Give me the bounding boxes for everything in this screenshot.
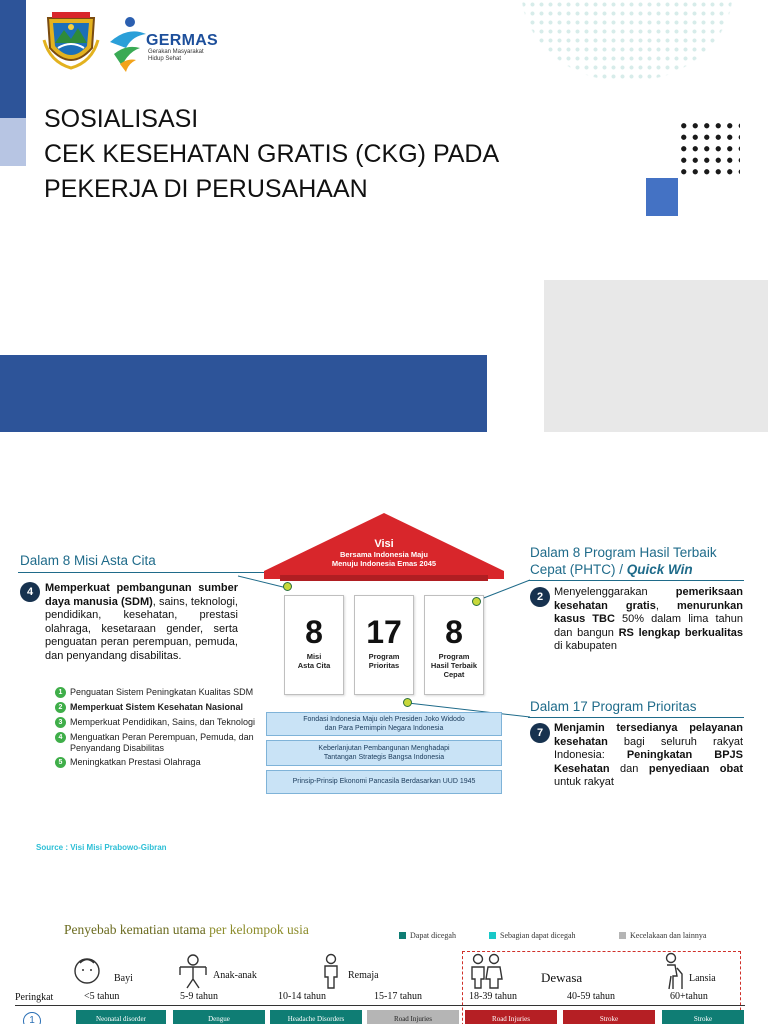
phtc-text: Menyelenggarakan [554,586,676,598]
title-line-1: SOSIALISASI [44,105,199,133]
pillar-misi [284,595,344,695]
sub-item-number: 1 [55,687,66,698]
sub-item-number: 2 [55,702,66,713]
prioritas-number-badge: 7 [530,723,550,743]
phtc-heading-text: Cepat (PHTC) / [530,562,627,577]
cause-cell: Stroke [662,1010,744,1024]
sub-item-number: 4 [55,732,66,743]
legend-label: Dapat dicegah [410,931,456,940]
phtc-text: , [655,599,677,612]
causes-title [64,922,309,938]
causes-title-sub: per kelompok usia [205,922,309,937]
connector-dot-prioritas [403,698,412,707]
visi-line-1: Bersama Indonesia Maju [340,550,428,559]
foundation-layer-3 [266,770,502,794]
quick-win-label: Quick Win [626,562,693,577]
group-label-anak: Anak-anak [213,970,257,981]
misi-asta-cita-heading: Dalam 8 Misi Asta Cita [20,553,156,568]
visi-line-2: Menuju Indonesia Emas 2045 [331,559,437,568]
sub-item-number: 5 [55,757,66,768]
phtc-heading-line-1: Dalam 8 Program Hasil Terbaik [530,545,717,560]
sub-item-text: Memperkuat Pendidikan, Sains, dan Teknologi [70,717,255,727]
pillar-label-2: Prioritas [368,661,400,670]
age-label: 15-17 tahun [374,991,423,1002]
germas-tagline-line1: Gerakan Masyarakat [148,49,204,55]
misi-number-badge: 4 [20,582,40,602]
group-label-dewasa: Dewasa [541,970,583,985]
germas-tagline-line2: Hidup Sehat [148,56,182,62]
phtc-bold: menurunkan kasus TBC [554,599,743,625]
sub-item-number: 3 [55,717,66,728]
connector-dot-phtc [472,597,481,606]
age-label: 40-59 tahun [567,991,616,1002]
connector-dot-misi [283,582,292,591]
pillar-program-prioritas [354,595,414,695]
foundation-line: Keberlanjutan Pembangunan Menghadapi [318,745,450,752]
cause-cell: Road Injuries [367,1010,459,1024]
cause-cell: Dengue [173,1010,265,1024]
phtc-heading-line-2 [530,561,717,578]
prioritas-description [554,722,743,790]
pillar-label-3: Cepat [443,670,465,679]
causes-title-main: Penyebab kematian utama [64,922,206,937]
foundation-line: Prinsip-Prinsip Ekonomi Pancasila Berdasarkan UUD 1945 [292,778,476,785]
misi-description-bold: Memperkuat pembangunan sumber daya manusia (SDM) [45,582,238,608]
age-label: 60+tahun [670,991,708,1002]
cause-cell: Stroke [563,1010,655,1024]
prioritas-heading-rule [528,717,744,718]
child-icon [176,953,210,989]
sub-item-text: Penguatan Sistem Peningkatan Kualitas SDM [70,687,254,697]
source-note: Source : Visi Misi Prabowo-Gibran [36,843,167,852]
prioritas-bold: Menjamin tersedianya pelayanan kesehatan [554,722,743,748]
foundation-line: Tantangan Strategis Bangsa Indonesia [323,753,445,761]
cause-cell: Headache Disorders [270,1010,362,1024]
pillar-label-2: Hasil Terbaik [430,661,478,670]
group-label-lansia: Lansia [689,973,716,984]
group-label-remaja: Remaja [348,970,379,981]
rank-column-header: Peringkat [15,992,54,1003]
elderly-icon [660,952,686,990]
foundation-line: dan Para Pemimpin Negara Indonesia [324,724,444,732]
legend-partially-preventable [489,931,576,940]
legend-preventable [399,931,456,940]
foundation-layer-2 [266,740,502,766]
pillar-label-2: Asta Cita [297,661,331,670]
phtc-heading [530,544,717,578]
prioritas-text: untuk rakyat [554,776,614,788]
pillar-label-1: Program [438,652,470,661]
cause-cell: Road Injuries [465,1010,557,1024]
pillar-label-1: Misi [306,652,322,661]
germas-wordmark: GERMAS [146,32,219,49]
phtc-bold: pemeriksaan kesehatan gratis [554,586,743,612]
phtc-text: 50% dalam lima tahun dan bangun [554,613,743,639]
prioritas-text: dan [609,762,649,775]
title-line-3: PEKERJA DI PERUSAHAAN [44,175,368,203]
rank-number: 1 [23,1012,41,1024]
legend-swatch [619,932,626,939]
prioritas-text: bagi seluruh rakyat Indonesia: [554,735,743,761]
legend-label: Sebagian dapat dicegah [500,931,576,940]
legend-swatch [399,932,406,939]
legend-swatch [489,932,496,939]
phtc-heading-rule [528,580,744,581]
pillar-number: 8 [305,614,323,650]
phtc-bold: RS lengkap berkualitas [618,626,743,639]
prioritas-heading: Dalam 17 Program Prioritas [530,699,697,714]
pillar-number: 17 [366,614,402,650]
age-label: 5-9 tahun [180,991,219,1002]
visi-title: Visi [374,538,394,550]
sub-item-text: Meningkatkan Prestasi Olahraga [70,757,201,767]
adult-couple-icon [466,953,506,989]
legend-label: Kecelakaan dan lainnya [630,931,707,940]
misi-description-rest: , sains, teknologi, pendidikan, kesehatan, prestasi olahraga, kesetaraan gender, serta penguatan peran perempuan, pemuda, dan penyandang disabilitas. [45,595,238,662]
phtc-text: di kabupaten [554,640,617,652]
table-header-rule [15,1005,745,1006]
sub-item-text: Memperkuat Sistem Kesehatan Nasional [70,702,244,712]
phtc-description [554,586,743,654]
legend-accidents [619,931,706,940]
foundation-line: Fondasi Indonesia Maju oleh Presiden Joko Widodo [303,716,465,723]
baby-icon [70,954,104,988]
pillar-label-1: Program [368,652,400,661]
pillar-phtc [424,595,484,695]
sub-item-text: Menguatkan Peran Perempuan, Pemuda, dan Penyandang Disabilitas [70,732,254,753]
prioritas-bold: penyediaan obat [648,762,744,775]
age-label: 10-14 tahun [278,991,327,1002]
pillar-number: 8 [445,614,463,650]
title-line-2: CEK KESEHATAN GRATIS (CKG) PADA [44,140,500,168]
teen-icon [320,953,342,989]
cause-cell: Neonatal disorder [76,1010,166,1024]
age-label: <5 tahun [84,991,120,1002]
age-label: 18-39 tahun [469,991,518,1002]
prioritas-bold: Peningkatan BPJS Kesehatan [554,749,743,775]
roof-text [300,538,468,568]
group-label-bayi: Bayi [114,973,133,984]
foundation-layer-1 [266,712,502,736]
phtc-number-badge: 2 [530,587,550,607]
